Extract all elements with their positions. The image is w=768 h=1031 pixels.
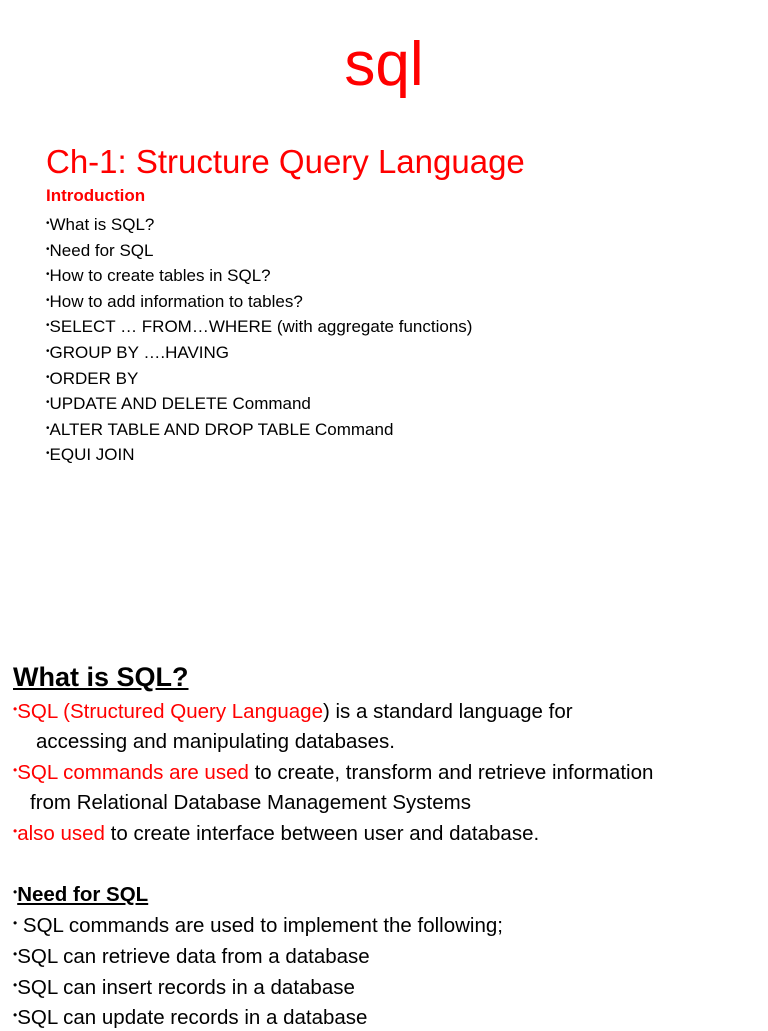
bullet-icon: • [13, 1008, 18, 1022]
section-heading: What is SQL? [13, 662, 189, 692]
paragraph-line: •SQL (Structured Query Language) is a standard language for [13, 700, 573, 723]
topic-item: •EQUI JOIN [46, 445, 135, 465]
topic-item: •How to add information to tables? [46, 291, 303, 311]
introduction-label: Introduction [46, 186, 146, 205]
bullet-icon: • [46, 448, 50, 460]
topic-list [46, 211, 472, 467]
bullet-icon: • [46, 243, 50, 255]
need-item: •SQL can update records in a database [13, 1006, 368, 1029]
topic-item: •SELECT … FROM…WHERE (with aggregate functions) [46, 317, 473, 337]
bullet-icon: • [46, 371, 50, 383]
bullet-icon: • [13, 824, 18, 838]
bullet-icon: • [13, 947, 18, 961]
bullet-icon: • [46, 422, 50, 434]
bullet-icon: • [13, 763, 18, 777]
bullet-icon: • [46, 269, 50, 281]
paragraph-line: •SQL commands are used to create, transform and retrieve information [13, 761, 654, 784]
topic-item: •Need for SQL [46, 240, 154, 260]
bullet-icon: • [46, 294, 50, 306]
bullet-icon: • [13, 702, 18, 716]
bullet-icon: • [13, 916, 18, 930]
topic-item: •What is SQL? [46, 215, 155, 234]
need-item: •SQL can retrieve data from a database [13, 945, 370, 968]
topic-item: •UPDATE AND DELETE Command [46, 394, 311, 414]
topic-item: •How to create tables in SQL? [46, 266, 271, 286]
topic-item: •GROUP BY ….HAVING [46, 342, 230, 362]
need-heading: •Need for SQL [13, 883, 149, 906]
bullet-icon: • [13, 978, 18, 992]
bullet-icon: • [46, 320, 50, 332]
topic-item: •ALTER TABLE AND DROP TABLE Command [46, 419, 394, 439]
need-item: •SQL can insert records in a database [13, 976, 355, 999]
bullet-icon: • [13, 885, 18, 899]
slide-title: sql [344, 30, 424, 99]
bullet-icon: • [46, 397, 50, 409]
chapter-title: Ch-1: Structure Query Language [46, 143, 525, 180]
bullet-icon: • [46, 218, 50, 229]
bullet-icon: • [46, 345, 50, 357]
need-item: • SQL commands are used to implement the following; [13, 914, 503, 937]
paragraph-line: from Relational Database Management Systems [30, 791, 471, 814]
topic-item: •ORDER BY [46, 368, 139, 388]
paragraph-line: accessing and manipulating databases. [36, 730, 395, 753]
paragraph-line: •also used to create interface between user and database. [13, 822, 540, 845]
